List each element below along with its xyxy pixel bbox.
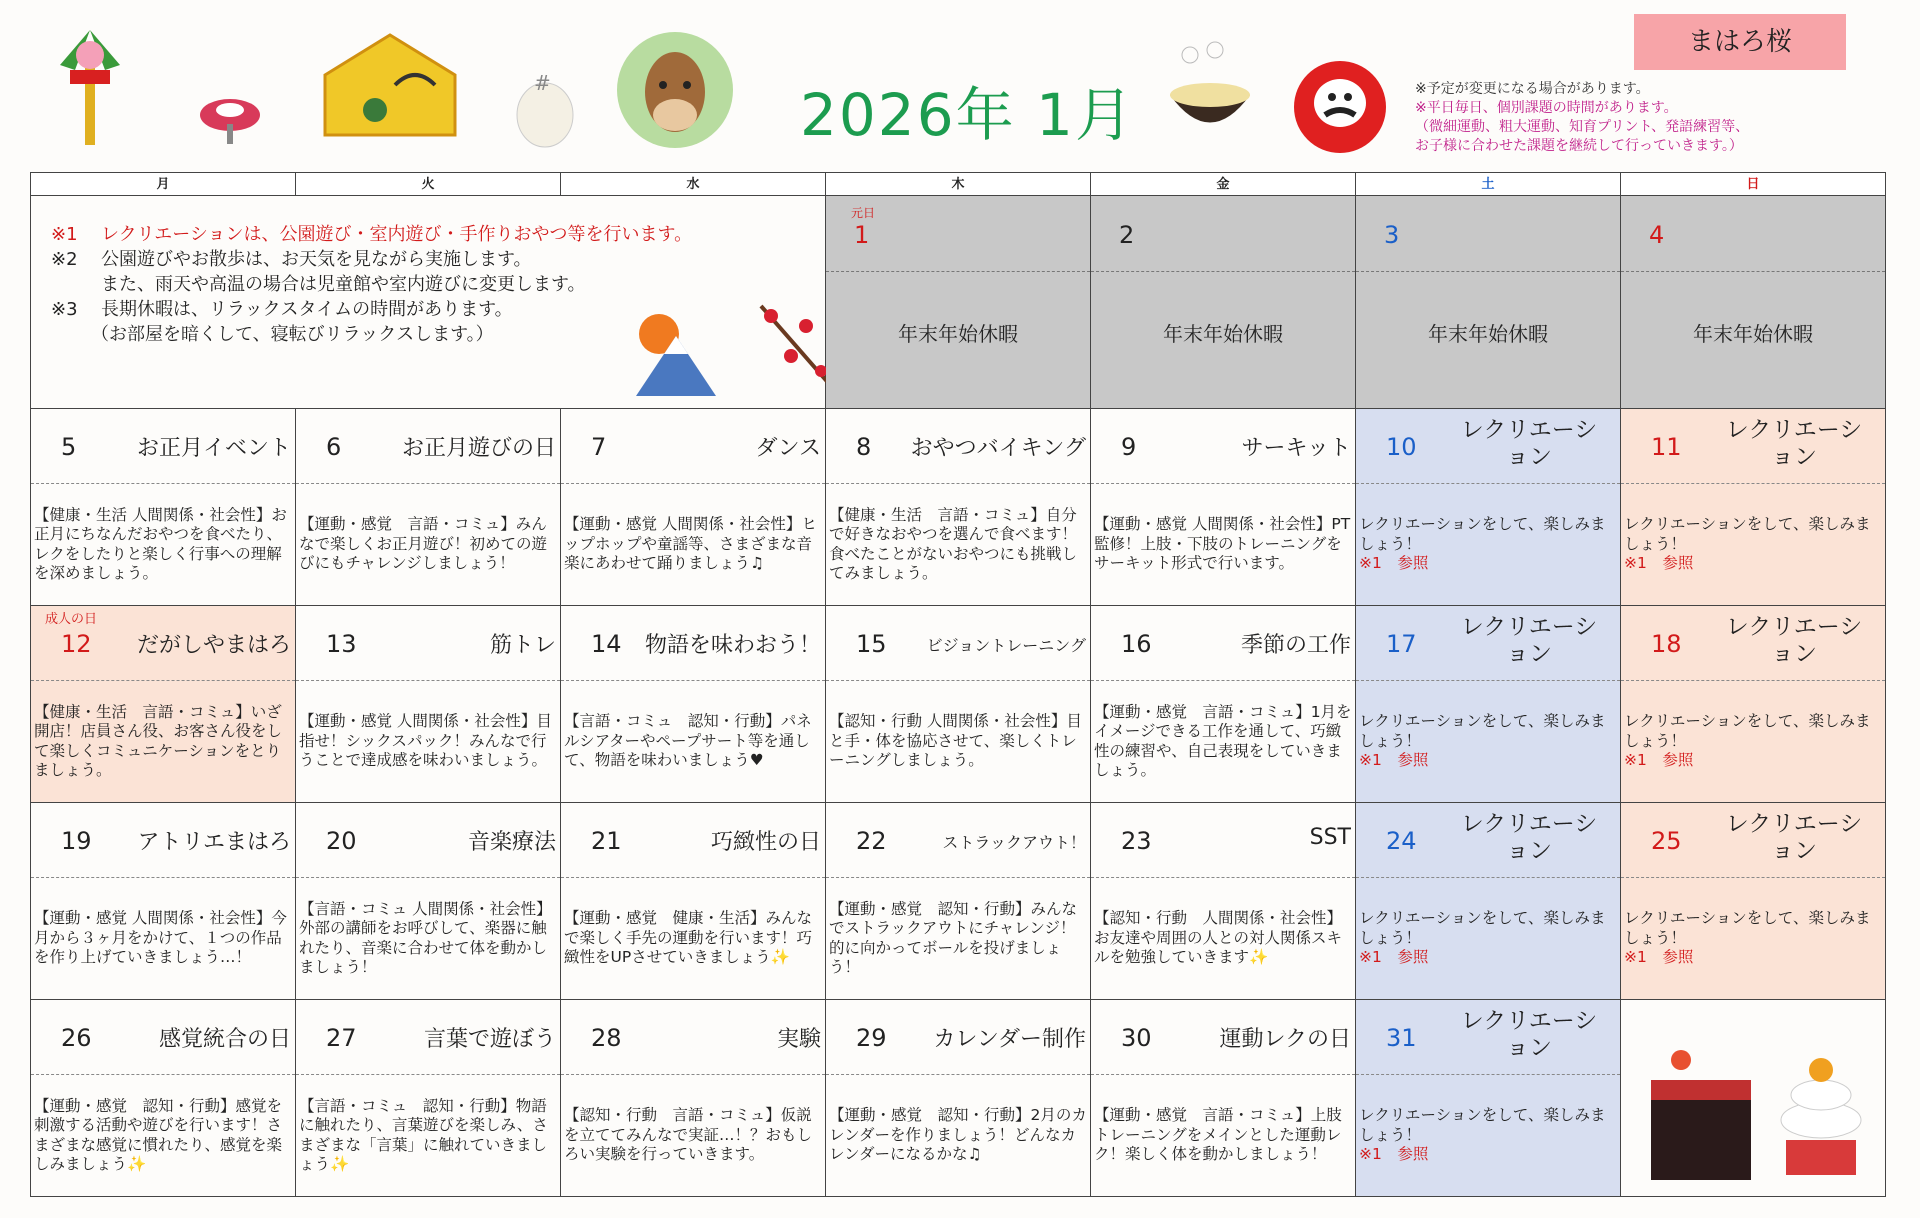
day-number: 14 — [591, 630, 622, 658]
rec-ref: ※1 参照 — [1359, 751, 1429, 770]
event-title: SST — [1309, 825, 1351, 850]
day-number: 8 — [856, 433, 872, 461]
rule-mark: ※1 — [51, 224, 78, 245]
header-notes — [1415, 80, 1749, 156]
event-title: アトリエまはろ — [137, 830, 291, 855]
ema-plaque-icon — [315, 25, 465, 145]
event-title: お正月遊びの日 — [401, 436, 556, 461]
description-text: 【運動・感覚 言語・コミュ】上肢トレーニングをメインとした運動レク！楽しく体を動かしましょう！ — [1094, 1106, 1342, 1164]
weekday-wed: 水 — [561, 173, 826, 196]
description-text: 【運動・感覚 人間関係・社会性】ヒップホップや童謡等、さまざまな音楽にあわせて踊りましょう♫ — [564, 515, 817, 573]
day-cell — [1356, 803, 1621, 1000]
description-text: 【運動・感覚 健康・生活】みんなで楽しく手先の運動を行います！巧緻性をUPさせていきましょう✨ — [564, 909, 813, 967]
event-title: 運動レクの日 — [1219, 1027, 1351, 1052]
osechi-kagamimochi-icon — [1621, 1000, 1881, 1190]
description-text — [1624, 515, 1882, 574]
day-number: 31 — [1386, 1024, 1417, 1052]
event-description — [561, 681, 825, 802]
day-number: 21 — [591, 827, 622, 855]
holiday-label: 年末年始休暇 — [1163, 322, 1283, 346]
inu-hariko-icon — [510, 60, 580, 150]
rec-text: レクリエーションをして、楽しみましょう！ — [1624, 909, 1871, 947]
description-text — [1359, 909, 1617, 968]
event-description — [561, 484, 825, 605]
day-header — [1356, 1000, 1620, 1075]
event-description — [826, 878, 1090, 999]
event-description — [1091, 681, 1355, 802]
description-text: 【認知・行動 人間関係・社会性】目と手・体を協応させて、楽しくトレーニングしましょう。 — [829, 712, 1082, 770]
rec-ref: ※1 参照 — [1624, 554, 1694, 573]
day-header — [826, 606, 1090, 681]
event-title: 季節の工作 — [1240, 633, 1351, 658]
day-header — [561, 803, 825, 878]
horse-icon — [615, 30, 735, 150]
holiday-label: 年末年始休暇 — [1693, 322, 1813, 346]
rec-ref: ※1 参照 — [1624, 751, 1694, 770]
day-number: 30 — [1121, 1024, 1152, 1052]
description-text — [1624, 909, 1882, 968]
day-cell — [1356, 409, 1621, 606]
event-description — [1356, 878, 1620, 999]
event-title: 筋トレ — [489, 633, 556, 658]
day-cell — [31, 606, 296, 803]
event-title: 巧緻性の日 — [710, 830, 821, 855]
rec-ref: ※1 参照 — [1359, 948, 1429, 967]
note-line: （微細運動、粗大運動、知育プリント、発語練習等、 — [1415, 119, 1750, 135]
event-description — [296, 484, 560, 605]
rules-cell — [31, 196, 826, 409]
decor-cell — [1621, 1000, 1886, 1197]
day-number: 6 — [326, 433, 342, 461]
note-line: お子様に合わせた課題を継続して行っていきます。） — [1415, 138, 1743, 154]
description-text: 【健康・生活 言語・コミュ】いざ開店！店員さん役、お客さん役をして楽しくコミュニケーションをとりましょう。 — [34, 702, 283, 779]
day-number: 24 — [1386, 827, 1417, 855]
event-title: レクリエーション — [1460, 1008, 1598, 1061]
event-description — [561, 878, 825, 999]
rec-text: レクリエーションをして、楽しみましょう！ — [1359, 1106, 1606, 1144]
event-title: カレンダー制作 — [933, 1027, 1086, 1052]
note-line: ※予定が変更になる場合があります。 — [1415, 81, 1650, 97]
description-text: 【運動・感覚 認知・行動】みんなでストラックアウトにチャレンジ！的に向かってボールを投げましょう！ — [829, 899, 1078, 976]
weekday-mon: 月 — [31, 173, 296, 196]
day-header — [296, 1000, 560, 1075]
day-header — [296, 409, 560, 484]
day-number: 17 — [1386, 630, 1417, 658]
description-text — [1359, 712, 1617, 771]
description-text: 【運動・感覚 人間関係・社会性】今月から３ヶ月をかけて、１つの作品を作り上げていきましょう…！ — [34, 909, 287, 967]
event-title: レクリエーション — [1725, 614, 1863, 667]
event-description — [31, 484, 295, 605]
day-header — [561, 1000, 825, 1075]
day-number: 18 — [1651, 630, 1682, 658]
day-number: 2 — [1119, 221, 1135, 249]
day-cell — [826, 803, 1091, 1000]
day-header — [826, 409, 1090, 484]
weekday-fri: 金 — [1091, 173, 1356, 196]
event-description — [1621, 878, 1885, 999]
event-description — [31, 1075, 295, 1196]
rec-ref: ※1 参照 — [1624, 948, 1694, 967]
calendar-table — [30, 172, 1886, 1197]
event-title: レクリエーション — [1460, 614, 1598, 667]
day-cell — [826, 196, 1091, 409]
day-cell — [1091, 409, 1356, 606]
day-cell — [31, 1000, 296, 1197]
facility-name-badge: まはろ桜 — [1634, 14, 1846, 70]
description-text — [1359, 1106, 1617, 1165]
event-title: 言葉で遊ぼう — [423, 1027, 556, 1052]
event-description — [1091, 484, 1355, 605]
rec-ref: ※1 参照 — [1359, 1145, 1429, 1164]
day-cell — [1356, 196, 1621, 409]
rule-3: 長期休暇は、リラックスタイムの時間があります。 — [101, 299, 513, 320]
day-header — [1091, 409, 1355, 484]
day-number: 16 — [1121, 630, 1152, 658]
day-cell — [826, 606, 1091, 803]
description-text: 【運動・感覚 人間関係・社会性】PT監修！上肢・下肢のトレーニングをサーキット形式で行います。 — [1094, 515, 1351, 573]
kadomatsu-icon — [30, 10, 150, 150]
rec-text: レクリエーションをして、楽しみましょう！ — [1359, 909, 1606, 947]
description-text: 【運動・感覚 人間関係・社会性】目指せ！シックスパック！みんなで行うことで達成感を味わいましょう。 — [299, 712, 552, 770]
holiday-label: 年末年始休暇 — [1428, 322, 1548, 346]
mt-fuji-icon — [631, 306, 721, 396]
day-header — [1621, 409, 1885, 484]
day-header — [1621, 606, 1885, 681]
day-cell — [1621, 409, 1886, 606]
description-text: 【運動・感覚 言語・コミュ】1月をイメージできる工作を通して、巧緻性の練習や、自己表現をしていきましょう。 — [1094, 702, 1352, 779]
weekday-sun: 日 — [1621, 173, 1886, 196]
day-cell — [1621, 803, 1886, 1000]
day-number: 25 — [1651, 827, 1682, 855]
day-header — [826, 803, 1090, 878]
day-cell — [296, 606, 561, 803]
day-cell — [31, 409, 296, 606]
description-text: 【認知・行動 人間関係・社会性】お友達や周囲の人との対人関係スキルを勉強していきます✨ — [1094, 909, 1343, 967]
holiday-label: 年末年始休暇 — [898, 322, 1018, 346]
day-header — [31, 1000, 295, 1075]
day-cell — [561, 1000, 826, 1197]
description-text: 【健康・生活 人間関係・社会性】お正月にちなんだおやつを食べたり、レクをしたりと楽しく行事への理解を深めましょう。 — [34, 505, 287, 582]
description-text — [1359, 515, 1617, 574]
weekday-sat: 土 — [1356, 173, 1621, 196]
event-description — [1621, 484, 1885, 605]
event-description — [1091, 1075, 1355, 1196]
day-cell — [1091, 196, 1356, 409]
day-number: 28 — [591, 1024, 622, 1052]
day-number: 22 — [856, 827, 887, 855]
rule-2: 公園遊びやお散歩は、お天気を見ながら実施します。 — [101, 249, 532, 270]
event-description — [296, 878, 560, 999]
day-number: 23 — [1121, 827, 1152, 855]
description-text: 【健康・生活 言語・コミュ】自分で好きなおやつを選んで食べます！食べたことがないおやつにも挑戦してみましょう。 — [829, 505, 1078, 582]
day-cell — [296, 409, 561, 606]
event-title: お正月イベント — [136, 436, 291, 461]
day-number: 27 — [326, 1024, 357, 1052]
event-description — [1621, 681, 1885, 802]
event-description — [1356, 484, 1620, 605]
event-title: だがしやまはろ — [136, 633, 291, 658]
day-cell — [1621, 196, 1886, 409]
description-text: 【言語・コミュ 認知・行動】パネルシアターやペープサート等を通して、物語を味わいましょう♥ — [564, 712, 812, 770]
page-title: 2026年 1月 — [800, 81, 1135, 149]
day-number: 9 — [1121, 433, 1137, 461]
day-header — [1091, 803, 1355, 878]
description-text: 【運動・感覚 認知・行動】感覚を刺激する活動や遊びを行います！さまざまな感覚に慣れたり、感覚を楽しみましょう✨ — [34, 1096, 283, 1173]
day-number: 15 — [856, 630, 887, 658]
day-cell — [31, 803, 296, 1000]
day-cell — [1621, 606, 1886, 803]
event-title: 実験 — [776, 1027, 821, 1052]
event-title: レクリエーション — [1460, 417, 1598, 470]
description-text: 【運動・感覚 認知・行動】2月のカレンダーを作りましょう！どんなカレンダーになるかな♫ — [829, 1106, 1087, 1164]
event-description — [826, 484, 1090, 605]
weekday-tue: 火 — [296, 173, 561, 196]
day-number: 19 — [61, 827, 92, 855]
day-header — [1091, 606, 1355, 681]
day-number: 10 — [1386, 433, 1417, 461]
event-title: レクリエーション — [1460, 811, 1598, 864]
day-header — [1091, 1000, 1355, 1075]
day-cell — [561, 409, 826, 606]
description-text: 【言語・コミュ 人間関係・社会性】外部の講師をお呼びして、楽器に触れたり、音楽に合わせて体を動かしましょう！ — [299, 899, 552, 976]
day-cell — [296, 1000, 561, 1197]
day-header — [826, 1000, 1090, 1075]
day-cell — [1091, 1000, 1356, 1197]
note-line: ※平日毎日、個別課題の時間があります。 — [1415, 100, 1678, 116]
holiday-name: 成人の日 — [45, 612, 98, 627]
rec-text: レクリエーションをして、楽しみましょう！ — [1359, 515, 1606, 553]
event-description — [1356, 681, 1620, 802]
day-header — [296, 803, 560, 878]
day-cell — [826, 1000, 1091, 1197]
day-number: 26 — [61, 1024, 92, 1052]
day-cell — [1091, 803, 1356, 1000]
day-header — [31, 803, 295, 878]
event-title: サーキット — [1241, 436, 1351, 461]
event-title: ダンス — [755, 436, 821, 461]
day-number: 13 — [326, 630, 357, 658]
day-header — [1356, 606, 1620, 681]
header — [0, 0, 1920, 170]
day-header — [31, 606, 295, 681]
day-cell — [1356, 1000, 1621, 1197]
rec-text: レクリエーションをして、楽しみましょう！ — [1624, 515, 1871, 553]
rule-3b: （お部屋を暗くして、寝転びリラックスします。） — [91, 324, 494, 345]
event-title: ビジョントレーニング — [926, 636, 1086, 655]
day-header — [1356, 803, 1620, 878]
event-title: おやつバイキング — [910, 436, 1086, 461]
ozoni-bowl-icon — [1160, 40, 1260, 150]
event-description — [1091, 878, 1355, 999]
koma-top-icon — [195, 80, 265, 150]
description-text: 【言語・コミュ 認知・行動】物語に触れたり、言葉遊びを楽しみ、さまざまな「言葉」に触れていきましょう✨ — [299, 1096, 548, 1173]
event-description — [31, 681, 295, 802]
day-cell — [1356, 606, 1621, 803]
rec-ref: ※1 参照 — [1359, 554, 1429, 573]
day-cell — [561, 803, 826, 1000]
holiday-name: 元日 — [851, 206, 876, 220]
rule-mark: ※3 — [51, 299, 78, 320]
rule-1: レクリエーションは、公園遊び・室内遊び・手作りおやつ等を行います。 — [101, 224, 693, 245]
event-title: レクリエーション — [1725, 417, 1863, 470]
day-cell — [826, 409, 1091, 606]
event-description — [826, 1075, 1090, 1196]
day-cell — [296, 803, 561, 1000]
day-header — [31, 409, 295, 484]
day-number: 20 — [326, 827, 357, 855]
event-description — [1356, 1075, 1620, 1196]
event-description — [826, 681, 1090, 802]
day-number: 5 — [61, 433, 77, 461]
day-number: 29 — [856, 1024, 887, 1052]
event-description — [31, 878, 295, 999]
description-text: 【認知・行動 言語・コミュ】仮説を立ててみんなで実証…！？おもしろい実験を行っていきます。 — [564, 1106, 813, 1164]
day-cell — [561, 606, 826, 803]
rule-mark: ※2 — [51, 249, 78, 270]
rec-text: レクリエーションをして、楽しみましょう！ — [1624, 712, 1871, 750]
day-number: 4 — [1649, 221, 1665, 249]
day-header — [561, 409, 825, 484]
event-title: 物語を味わおう！ — [644, 633, 821, 658]
event-description — [296, 681, 560, 802]
day-number: 7 — [591, 433, 607, 461]
day-header — [561, 606, 825, 681]
day-number: 11 — [1651, 433, 1682, 461]
event-description — [296, 1075, 560, 1196]
day-cell — [1091, 606, 1356, 803]
rule-2b: また、雨天や高温の場合は児童館や室内遊びに変更します。 — [101, 274, 586, 295]
event-title: 感覚統合の日 — [158, 1027, 291, 1052]
day-header — [296, 606, 560, 681]
event-description — [561, 1075, 825, 1196]
rec-text: レクリエーションをして、楽しみましょう！ — [1359, 712, 1606, 750]
weekday-thu: 木 — [826, 173, 1091, 196]
event-title: 音楽療法 — [467, 830, 556, 855]
day-header — [1356, 409, 1620, 484]
event-title: ストラックアウト！ — [942, 833, 1086, 852]
day-number: 12 — [61, 630, 92, 658]
day-number: 1 — [854, 221, 870, 249]
day-header — [1621, 803, 1885, 878]
day-number: 3 — [1384, 221, 1400, 249]
description-text: 【運動・感覚 言語・コミュ】みんなで楽しくお正月遊び！初めての遊びにもチャレンジしましょう！ — [299, 515, 548, 573]
svg-text:#: # — [534, 71, 551, 95]
event-title: レクリエーション — [1725, 811, 1863, 864]
daruma-icon — [1290, 55, 1390, 155]
description-text — [1624, 712, 1882, 771]
